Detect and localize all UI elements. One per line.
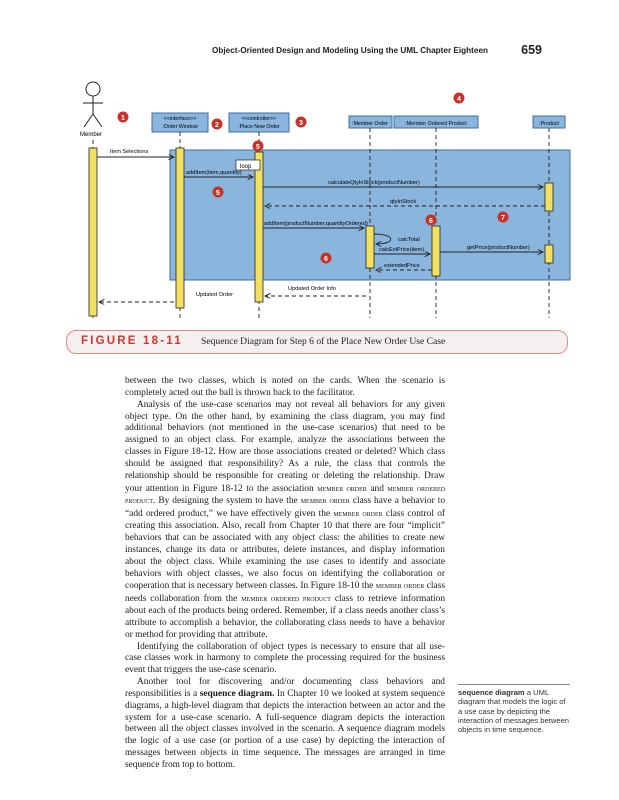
member-order-activation xyxy=(366,226,374,268)
svg-text:4: 4 xyxy=(457,96,461,103)
glossary-term: sequence diagram xyxy=(458,688,525,697)
page-header xyxy=(0,44,580,64)
svg-text:5: 5 xyxy=(256,144,260,151)
callout-2 xyxy=(212,119,223,130)
member-ordered-product-activation xyxy=(432,226,440,276)
member-order-name: :Member Order xyxy=(352,121,388,127)
paragraph-2: Analysis of the use-case scenarios may not reveal all behaviors for any given object type. On the other hand, by examining the class diagram, you may find additional behaviors (not mentioned in the use-case scenarios) that need to be assigned to an object class. For example, analyze the associations between the classes in Figure 18-12. How are those associations created or deleted? Which class should be assigned that responsibility? As a rule, the class that controls the relationship should be responsible for creating or deleting the relationship. Draw your attention in Figure 18-12 to the association member order and member ordered product. By designing the system to have the member order class have a behavior to “add ordered product,” we have effectively given the member order class control of creating this association. Also, recall from Chapter 10 that there are four “implicit” behaviors that can be associated with any object class: the abilities to create new instances, change its data or attributes, delete instances, and display information about the object class. While examining the use cases to identify and associate behaviors with object classes, we also focus on identifying the collaboration or cooperation that is necessary between classes. In Figure 18-10 the member order class needs collaboration from the member ordered product class to retrieve information about each of the products being ordered. Remember, if a class needs another class’s attribute to accomplish a behavior, the collaborating class needs to have a behavior or method for providing that attribute. xyxy=(125,399,446,640)
label-updated-order: Updated Order xyxy=(196,292,234,298)
label-get-price: getPrice(productNumber) xyxy=(467,245,530,251)
paragraph-1: between the two classes, which is noted on the cards. When the scenario is completely acted out the ball is thrown back to the facilitator. xyxy=(125,376,445,398)
order-window-name: :Order Window xyxy=(162,124,198,130)
order-window-activation xyxy=(176,148,184,308)
callout-7 xyxy=(498,212,509,223)
label-calc-total: calcTotal xyxy=(398,237,420,243)
svg-text:5: 5 xyxy=(216,190,220,197)
paragraph-3: Identifying the collaboration of object types is necessary to ensure that all use-case classes work in harmony to complete the processing required for the business event that triggers the use-case scenario. xyxy=(125,641,445,676)
glossary-definition: a UML diagram that models the logic of a use case by depicting the interaction of messages between objects in time sequence. xyxy=(458,688,570,735)
label-item-selections: Item Selections xyxy=(110,149,149,155)
label-calculate-qty: calculateQtyInStock(productNumber) xyxy=(328,180,420,186)
callout-6a xyxy=(426,215,437,226)
term-sequence-diagram: sequence diagram. xyxy=(199,688,275,699)
callout-1 xyxy=(118,112,129,123)
callout-3 xyxy=(296,117,307,128)
label-updated-order-info: Updated Order Info xyxy=(288,286,336,292)
product-name: :Product xyxy=(539,121,559,127)
place-order-activation xyxy=(255,152,263,302)
sequence-diagram-figure xyxy=(66,78,572,324)
svg-text:7: 7 xyxy=(501,215,505,222)
paragraph-4: Another tool for discovering and/or documenting class behaviors and responsibilities is a sequence diagram. In Chapter 10 we looked at system sequence diagrams, a high-level diagram that depicts the interaction between an actor and the system for a use-case scenario. A full-sequence diagram depicts the interaction between all the object classes involved in the scenario. A sequence diagram models the logic of a use case (or portion of a use case) by depicting the interaction of messages between objects in time sequence. The messages are arranged in time sequence from top to bottom. xyxy=(125,677,445,770)
svg-text:6: 6 xyxy=(429,218,433,225)
label-add-item-product: addItem(productNumber,quantityOrdered) xyxy=(264,221,368,227)
label-qty-in-stock: qtyInStock xyxy=(390,199,417,205)
svg-text:2: 2 xyxy=(215,122,219,129)
product-activation-1 xyxy=(545,183,553,211)
body-text xyxy=(125,376,445,772)
callout-5a xyxy=(253,141,264,152)
callout-5b xyxy=(213,187,224,198)
svg-text:3: 3 xyxy=(299,120,303,127)
label-extended-price: extendedPrice xyxy=(384,263,420,269)
callout-4 xyxy=(454,93,465,104)
figure-label: FIGURE 18-11 xyxy=(81,335,183,347)
page-number: 659 xyxy=(521,43,542,57)
label-add-item: addItem(item,quantity) xyxy=(186,170,242,176)
figure-caption xyxy=(66,330,568,354)
member-actor-icon xyxy=(83,82,103,127)
label-calc-ext-price: calcExtPrice(item) xyxy=(379,247,425,253)
order-window-stereotype: <<interface>> xyxy=(163,116,197,122)
place-order-stereotype: <<controller>> xyxy=(241,116,277,122)
svg-text:1: 1 xyxy=(121,115,125,122)
member-ordered-product-name: :Member Ordered Product xyxy=(405,121,467,127)
place-order-name: :Place New Order xyxy=(238,124,280,130)
callout-6b xyxy=(321,253,332,264)
actor-label: Member xyxy=(80,132,103,138)
running-head: Object-Oriented Design and Modeling Using the UML Chapter Eighteen xyxy=(212,46,488,55)
svg-text:6: 6 xyxy=(324,256,328,263)
product-activation-2 xyxy=(545,245,553,263)
margin-glossary xyxy=(458,684,570,734)
actor-activation xyxy=(89,148,97,316)
loop-label: loop xyxy=(240,164,252,170)
figure-caption-text: Sequence Diagram for Step 6 of the Place New Order Use Case xyxy=(201,336,446,347)
sequence-diagram xyxy=(66,78,572,324)
